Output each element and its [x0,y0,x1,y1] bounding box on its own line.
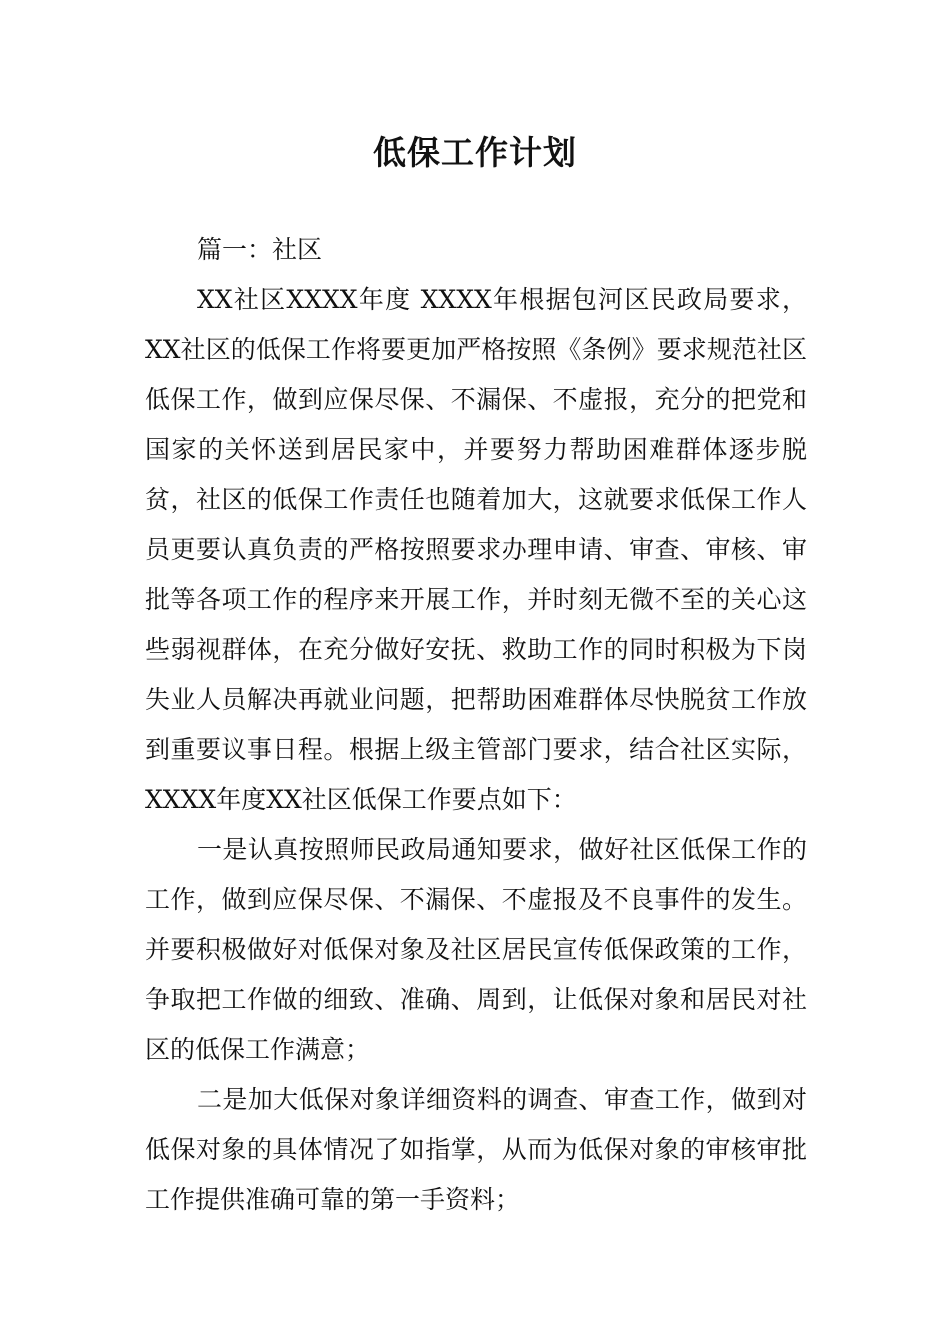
document-body [145,225,807,1225]
document-title: 低保工作计划 [373,133,577,172]
paragraph-intro: XX社区XXXX年度 XXXX年根据包河区民政局要求，XX社区的低保工作将要更加严格按照《条例》要求规范社区低保工作，做到应保尽保、不漏保、不虚报，充分的把党和国家的关怀送到居民家中，并要努力帮助困难群体逐步脱贫，社区的低保工作责任也随着加大，这就要求低保工作人员更要认真负责的严格按照要求办理申请、审查、审核、审批等各项工作的程序来开展工作，并时刻无微不至的关心这些弱视群体，在充分做好安抚、救助工作的同时积极为下岗失业人员解决再就业问题，把帮助困难群体尽快脱贫工作放到重要议事日程。根据上级主管部门要求，结合社区实际，XXXX年度XX社区低保工作要点如下： [145,285,807,814]
section-heading: 篇一：社区 [197,235,323,264]
paragraph-point-one: 一是认真按照师民政局通知要求，做好社区低保工作的工作，做到应保尽保、不漏保、不虚报及不良事件的发生。并要积极做好对低保对象及社区居民宣传低保政策的工作，争取把工作做的细致、准确、周到，让低保对象和居民对社区的低保工作满意； [145,835,807,1064]
paragraph-point-two: 二是加大低保对象详细资料的调查、审查工作，做到对低保对象的具体情况了如指掌，从而为低保对象的审核审批工作提供准确可靠的第一手资料； [145,1085,807,1214]
